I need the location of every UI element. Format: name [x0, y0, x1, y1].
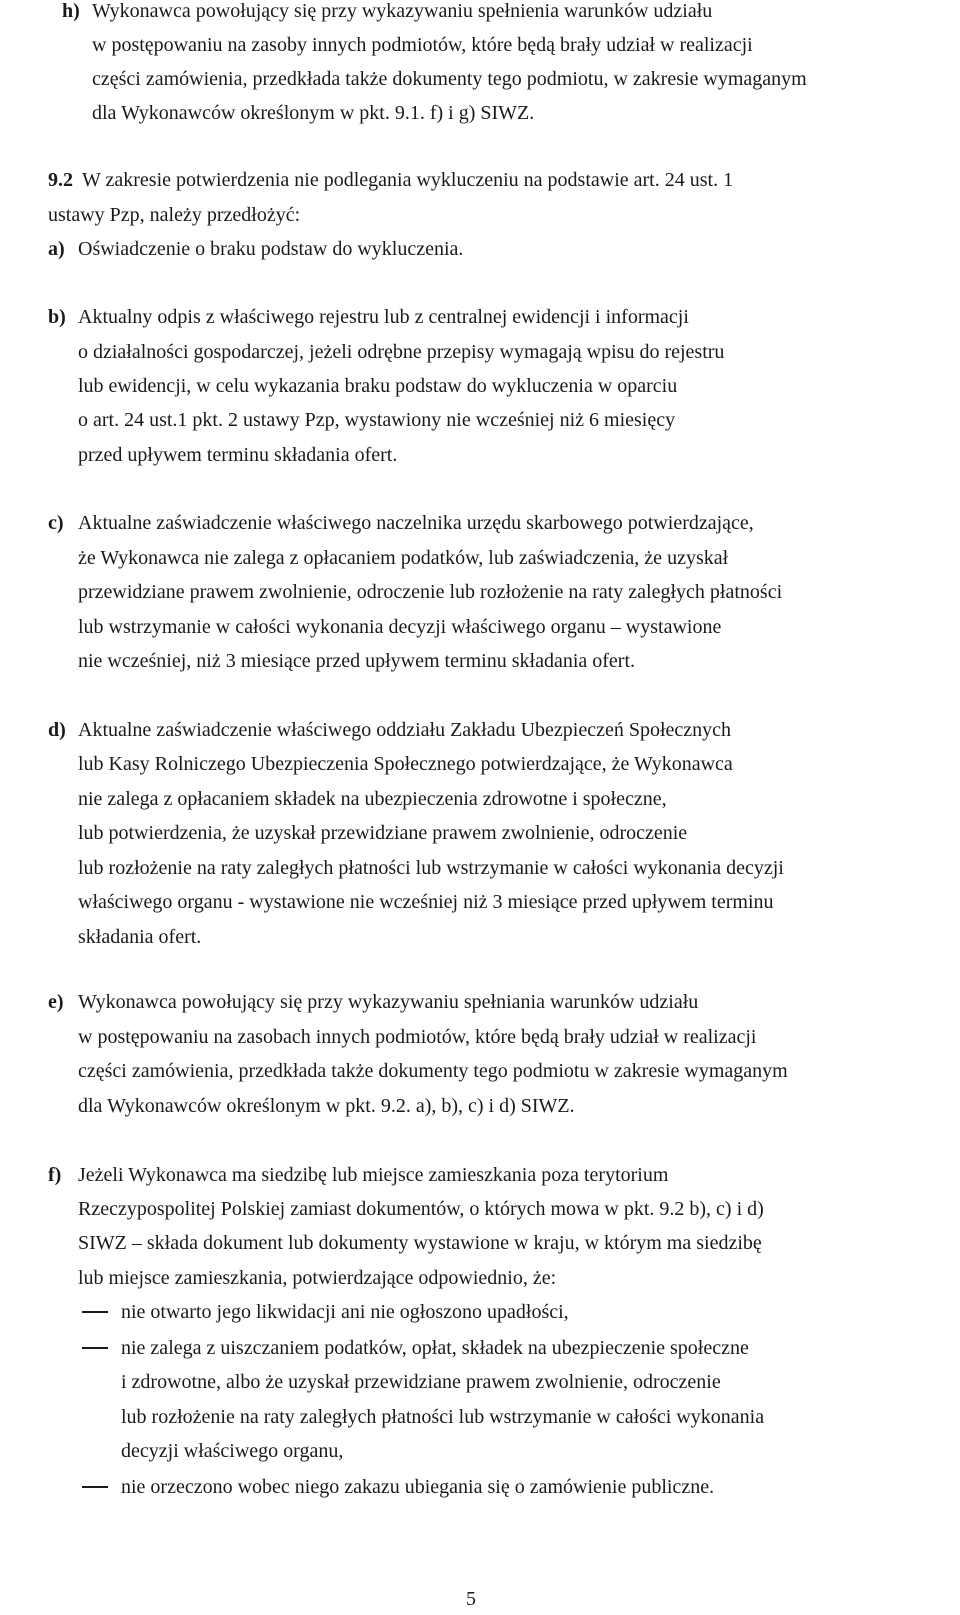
dash-bullet-icon — [82, 1347, 108, 1349]
section-heading-line: W zakresie potwierdzenia nie podlegania wykluczeniu na podstawie art. 24 ust. 1 — [82, 169, 734, 191]
paragraph-line: Wykonawca powołujący się przy wykazywaniu spełniania warunków udziału — [78, 991, 699, 1013]
item-label-a: a) — [48, 238, 65, 260]
paragraph-line: Rzeczypospolitej Polskiej zamiast dokumentów, o których mowa w pkt. 9.2 b), c) i d) — [78, 1198, 764, 1220]
paragraph-line: o działalności gospodarczej, jeżeli odrębne przepisy wymagają wpisu do rejestru — [78, 341, 725, 363]
bullet-line: nie otwarto jego likwidacji ani nie ogłoszono upadłości, — [121, 1301, 569, 1323]
item-label-h: h) — [62, 0, 80, 22]
paragraph-line: w postępowaniu na zasoby innych podmiotów, które będą brały udział w realizacji — [92, 34, 753, 56]
paragraph-line: lub potwierdzenia, że uzyskał przewidziane prawem zwolnienie, odroczenie — [78, 822, 688, 844]
paragraph-line: lub rozłożenie na raty zaległych płatności lub wstrzymanie w całości wykonania decyzji — [78, 857, 784, 879]
bullet-line: i zdrowotne, albo że uzyskał przewidziane prawem zwolnienie, odroczenie — [121, 1371, 721, 1393]
paragraph-line: w postępowaniu na zasobach innych podmiotów, które będą brały udział w realizacji — [78, 1026, 757, 1048]
paragraph-line: lub Kasy Rolniczego Ubezpieczenia Społecznego potwierdzające, że Wykonawca — [78, 753, 733, 775]
section-number: 9.2 — [48, 169, 73, 191]
paragraph-line: dla Wykonawców określonym w pkt. 9.2. a), b), c) i d) SIWZ. — [78, 1095, 575, 1117]
bullet-line: decyzji właściwego organu, — [121, 1440, 344, 1462]
bullet-line: nie zalega z uiszczaniem podatków, opłat, składek na ubezpieczenie społeczne — [121, 1337, 749, 1359]
bullet-line: nie orzeczono wobec niego zakazu ubiegania się o zamówienie publiczne. — [121, 1476, 715, 1498]
item-label-f: f) — [48, 1164, 62, 1186]
paragraph-line: lub wstrzymanie w całości wykonania decyzji właściwego organu – wystawione — [78, 616, 722, 638]
page-number: 5 — [466, 1588, 476, 1610]
paragraph-line: Wykonawca powołujący się przy wykazywaniu spełnienia warunków udziału — [92, 0, 713, 22]
paragraph-line: Oświadczenie o braku podstaw do wykluczenia. — [78, 238, 464, 260]
dash-bullet-icon — [82, 1311, 108, 1313]
paragraph-line: nie wcześniej, niż 3 miesiące przed upływem terminu składania ofert. — [78, 650, 636, 672]
bullet-line: lub rozłożenie na raty zaległych płatności lub wstrzymanie w całości wykonania — [121, 1406, 765, 1428]
paragraph-line: o art. 24 ust.1 pkt. 2 ustawy Pzp, wystawiony nie wcześniej niż 6 miesięcy — [78, 409, 676, 431]
item-label-b: b) — [48, 306, 66, 328]
item-label-d: d) — [48, 719, 66, 741]
paragraph-line: lub miejsce zamieszkania, potwierdzające odpowiednio, że: — [78, 1267, 557, 1289]
paragraph-line: przed upływem terminu składania ofert. — [78, 444, 398, 466]
paragraph-line: dla Wykonawców określonym w pkt. 9.1. f) i g) SIWZ. — [92, 102, 535, 124]
paragraph-line: części zamówienia, przedkłada także dokumenty tego podmiotu w zakresie wymaganym — [78, 1060, 788, 1082]
paragraph-line: właściwego organu - wystawione nie wcześniej niż 3 miesiące przed upływem terminu — [78, 891, 774, 913]
paragraph-line: że Wykonawca nie zalega z opłacaniem podatków, lub zaświadczenia, że uzyskał — [78, 547, 729, 569]
section-heading-line: ustawy Pzp, należy przedłożyć: — [48, 204, 301, 226]
paragraph-line: przewidziane prawem zwolnienie, odroczenie lub rozłożenie na raty zaległych płatności — [78, 581, 783, 603]
item-label-c: c) — [48, 512, 64, 534]
paragraph-line: nie zalega z opłacaniem składek na ubezpieczenia zdrowotne i społeczne, — [78, 788, 667, 810]
paragraph-line: lub ewidencji, w celu wykazania braku podstaw do wykluczenia w oparciu — [78, 375, 678, 397]
dash-bullet-icon — [82, 1486, 108, 1488]
paragraph-line: SIWZ – składa dokument lub dokumenty wystawione w kraju, w którym ma siedzibę — [78, 1232, 762, 1254]
paragraph-line: składania ofert. — [78, 926, 202, 948]
paragraph-line: Aktualne zaświadczenie właściwego naczelnika urzędu skarbowego potwierdzające, — [78, 512, 754, 534]
item-label-e: e) — [48, 991, 64, 1013]
paragraph-line: Jeżeli Wykonawca ma siedzibę lub miejsce zamieszkania poza terytorium — [78, 1164, 669, 1186]
paragraph-line: części zamówienia, przedkłada także dokumenty tego podmiotu, w zakresie wymaganym — [92, 68, 807, 90]
paragraph-line: Aktualny odpis z właściwego rejestru lub z centralnej ewidencji i informacji — [78, 306, 689, 328]
paragraph-line: Aktualne zaświadczenie właściwego oddziału Zakładu Ubezpieczeń Społecznych — [78, 719, 732, 741]
